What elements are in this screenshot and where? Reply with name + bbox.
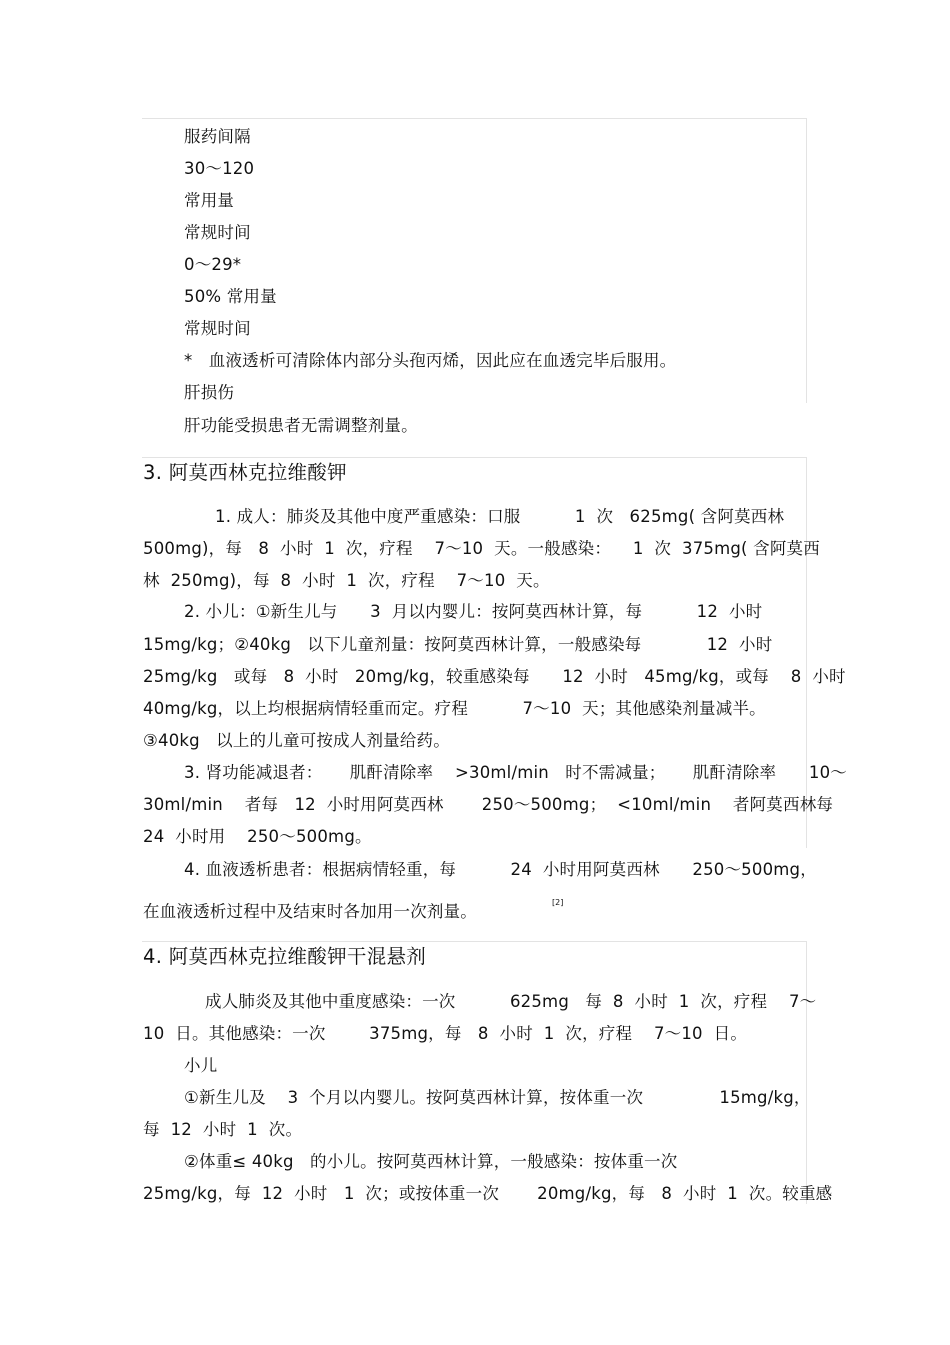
table-footnote: * 血液透析可清除体内部分头孢丙烯，因此应在血透完毕后服用。 — [184, 351, 677, 370]
table-row: 30～120 — [184, 159, 255, 178]
table-row: 常规时间 — [184, 319, 251, 338]
paragraph-line: 25mg/kg 或每 8 小时 20mg/kg，较重感染每 12 小时 45mg/kg，或每 8 小时 — [143, 667, 846, 686]
liver-note: 肝功能受损患者无需调整剂量。 — [184, 416, 418, 435]
paragraph-line: 25mg/kg，每 12 小时 1 次；或按体重一次 20mg/kg，每 8 小时 1 次。较重感 — [143, 1184, 833, 1203]
paragraph-line: 40mg/kg，以上均根据病情轻重而定。疗程 7～10 天；其他感染剂量减半。 — [143, 699, 766, 718]
table-row: 0～29* — [184, 255, 242, 274]
paragraph-line: 10 日。其他感染：一次 375mg，每 8 小时 1 次，疗程 7～10 日。 — [143, 1024, 748, 1043]
reference-mark: [2] — [552, 898, 564, 907]
paragraph-line: 在血液透析过程中及结束时各加用一次剂量。 — [143, 902, 477, 921]
paragraph-line: 15mg/kg；②40kg 以下儿童剂量：按阿莫西林计算，一般感染每 12 小时 — [143, 635, 773, 654]
paragraph-line: 林 250mg)，每 8 小时 1 次，疗程 7～10 天。 — [143, 571, 550, 590]
paragraph-line: 每 12 小时 1 次。 — [143, 1120, 303, 1139]
paragraph-line: 成人肺炎及其他中重度感染：一次 625mg 每 8 小时 1 次，疗程 7～ — [205, 992, 817, 1011]
table-row: 服药间隔 — [184, 127, 251, 146]
paragraph-line: 500mg)，每 8 小时 1 次，疗程 7～10 天。一般感染： 1 次 375mg( 含阿莫西 — [143, 539, 820, 558]
paragraph-line: ①新生儿及 3 个月以内婴儿。按阿莫西林计算，按体重一次 15mg/kg， — [184, 1088, 811, 1107]
paragraph-line: 3. 肾功能减退者： 肌酐清除率 >30ml/min 时不需减量； 肌酐清除率 10～ — [184, 763, 847, 782]
paragraph-line: 小儿 — [184, 1056, 218, 1075]
table-row: 常规时间 — [184, 223, 251, 242]
paragraph-line: 30ml/min 者每 12 小时用阿莫西林 250～500mg； <10ml/min 者阿莫西林每 — [143, 795, 834, 814]
paragraph-line: 4. 血液透析患者：根据病情轻重，每 24 小时用阿莫西林 250～500mg， — [184, 860, 817, 879]
liver-label: 肝损伤 — [184, 383, 235, 402]
section4-heading: 4. 阿莫西林克拉维酸钾干混悬剂 — [143, 945, 427, 968]
paragraph-line: ③40kg 以上的儿童可按成人剂量给药。 — [143, 731, 450, 750]
paragraph-line: 1. 成人：肺炎及其他中度严重感染：口服 1 次 625mg( 含阿莫西林 — [215, 507, 785, 526]
section3-heading: 3. 阿莫西林克拉维酸钾 — [143, 461, 347, 484]
paragraph-line: 24 小时用 250～500mg。 — [143, 827, 372, 846]
paragraph-line: 2. 小儿：①新生儿与 3 月以内婴儿：按阿莫西林计算，每 12 小时 — [184, 602, 763, 621]
table-row: 常用量 — [184, 191, 235, 210]
paragraph-line: ②体重≤ 40kg 的小儿。按阿莫西林计算，一般感染：按体重一次 — [184, 1152, 678, 1171]
table-row: 50% 常用量 — [184, 287, 277, 306]
